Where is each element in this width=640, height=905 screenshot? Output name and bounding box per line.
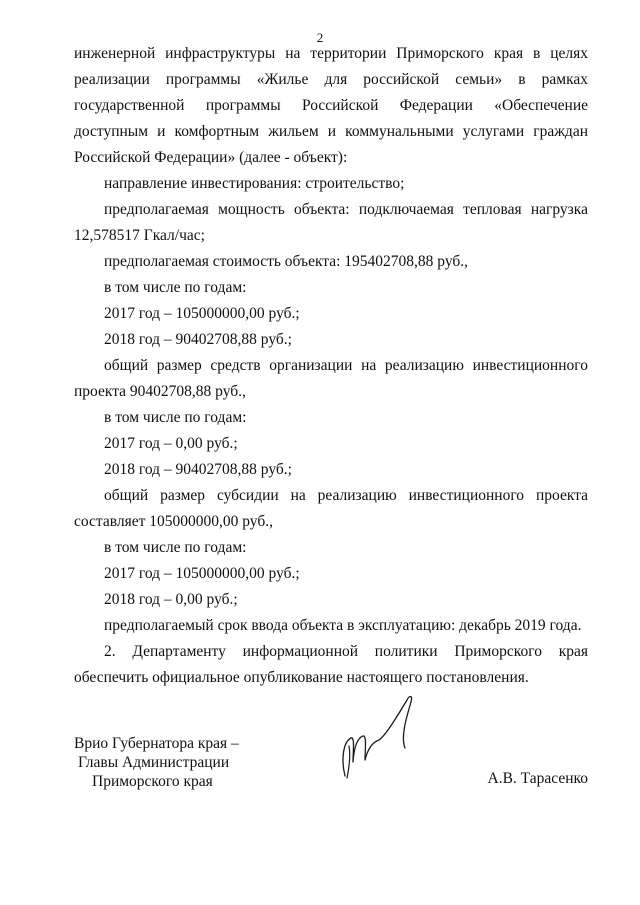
paragraph-year-2017: 2017 год – 105000000,00 руб.; [104,305,300,322]
handwritten-signature [335,690,425,782]
signatory-title [74,734,239,791]
paragraph-year-2017: 2017 год – 105000000,00 руб.; [104,565,300,582]
paragraph-capacity: предполагаемая мощность объекта: подключаемая тепловая нагрузка 12,578517 Гкал/час; [74,201,588,244]
signatory-name: А.В. Тарасенко [487,770,588,787]
paragraph-by-years: в том числе по годам: [104,539,247,556]
paragraph-commissioning-date: предполагаемый срок ввода объекта в эксплуатацию: декабрь 2019 года. [104,617,582,634]
paragraph-by-years: в том числе по годам: [104,279,247,296]
paragraph-investment-direction: направление инвестирования: строительство; [104,175,405,192]
paragraph-publication-order: 2. Департаменту информационной политики Приморского края обеспечить официальное опубликование настоящего постановления. [74,643,588,686]
signatory-title-line: Главы Администрации [78,754,230,771]
paragraph-subsidy: общий размер субсидии на реализацию инвестиционного проекта составляет 105000000,00 руб., [74,487,588,530]
signatory-title-line: Приморского края [92,773,213,790]
paragraph-year-2018: 2018 год – 0,00 руб.; [104,591,238,608]
paragraph-year-2018: 2018 год – 90402708,88 руб.; [104,331,292,348]
paragraph-by-years: в том числе по годам: [104,409,247,426]
signatory-title-line: Врио Губернатора края – [74,735,239,752]
page-number: 2 [316,30,324,45]
paragraph-organization-funds: общий размер средств организации на реализацию инвестиционного проекта 90402708,88 руб., [74,357,588,400]
document-body [74,41,588,691]
paragraph-year-2018: 2018 год – 90402708,88 руб.; [104,461,292,478]
paragraph-object-description: инженерной инфраструктуры на территории Приморского края в целях реализации программы «Жилье для российской семьи» в рамках государственной программы Российской Федерации «Обеспечение доступным и комфортным жильем и коммунальными услугами граждан Российской Федерации» (далее - объект): [74,45,588,166]
paragraph-year-2017: 2017 год – 0,00 руб.; [104,435,238,452]
paragraph-total-cost: предполагаемая стоимость объекта: 195402708,88 руб., [104,253,469,270]
